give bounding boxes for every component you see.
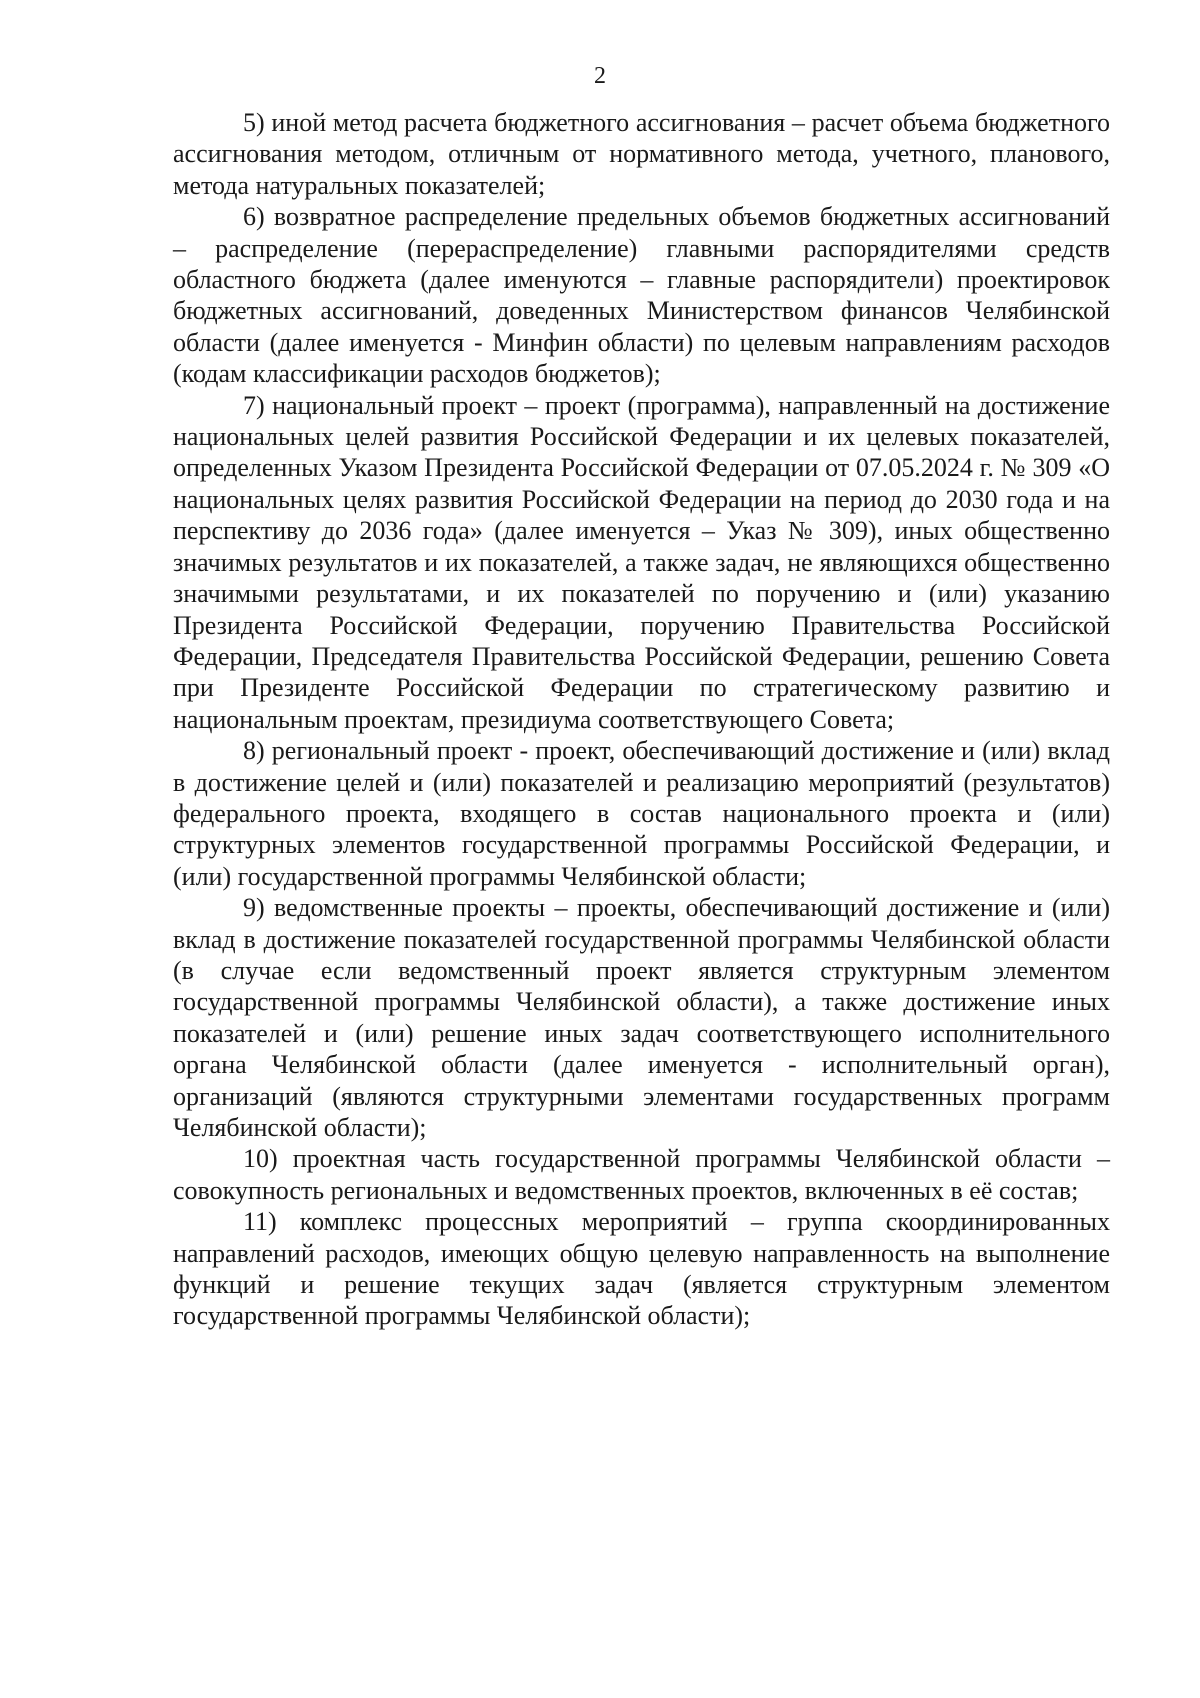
clause-5: 5) иной метод расчета бюджетного ассигнования – расчет объема бюджетного ассигнования методом, отличным от нормативного метода, учетного, планового, метода натуральных показателей;	[173, 108, 1110, 200]
clause-11: 11) комплекс процессных мероприятий – группа скоординированных направлений расходов, имеющих общую целевую направленность на выполнение функций и решение текущих задач (является структурным элементом государственной программы Челябинской области);	[173, 1207, 1110, 1331]
clause-9: 9) ведомственные проекты – проекты, обеспечивающий достижение и (или) вклад в достижение показателей государственной программы Челябинской области (в случае если ведомственный проект является структурным элементом государственной программы Челябинской области), а также достижение иных показателей и (или) решение иных задач соответствующего исполнительного органа Челябинской области (далее именуется - исполнительный орган), организаций (являются структурными элементами государственных программ Челябинской области);	[173, 893, 1110, 1142]
clause-10: 10) проектная часть государственной программы Челябинской области – совокупность региональных и ведомственных проектов, включенных в её состав;	[173, 1144, 1110, 1205]
clause-7: 7) национальный проект – проект (программа), направленный на достижение национальных целей развития Российской Федерации и их целевых показателей, определенных Указом Президента Российской Федерации от 07.05.2024 г. № 309 «О национальных целях развития Российской Федерации на период до 2030 года и на перспективу до 2036 года» (далее именуется – Указ № 309), иных общественно значимых результатов и их показателей, а также задач, не являющихся общественно значимыми результатами, и их показателей по поручению и (или) указанию Президента Российской Федерации, поручению Правительства Российской Федерации, Председателя Правительства Российской Федерации, решению Совета при Президенте Российской Федерации по стратегическому развитию и национальным проектам, президиума соответствующего Совета;	[173, 390, 1110, 734]
document-body	[173, 107, 1110, 1332]
clause-6: 6) возвратное распределение предельных объемов бюджетных ассигнований – распределение (перераспределение) главными распорядителями средств областного бюджета (далее именуются – главные распорядители) проектировок бюджетных ассигнований, доведенных Министерством финансов Челябинской области (далее именуется - Минфин области) по целевым направлениям расходов (кодам классификации расходов бюджетов);	[173, 202, 1110, 389]
page-number: 2	[594, 63, 606, 89]
clause-8: 8) региональный проект - проект, обеспечивающий достижение и (или) вклад в достижение целей и (или) показателей и реализацию мероприятий (результатов) федерального проекта, входящего в состав национального проекта и (или) структурных элементов государственной программы Российской Федерации, и (или) государственной программы Челябинской области;	[173, 736, 1110, 891]
